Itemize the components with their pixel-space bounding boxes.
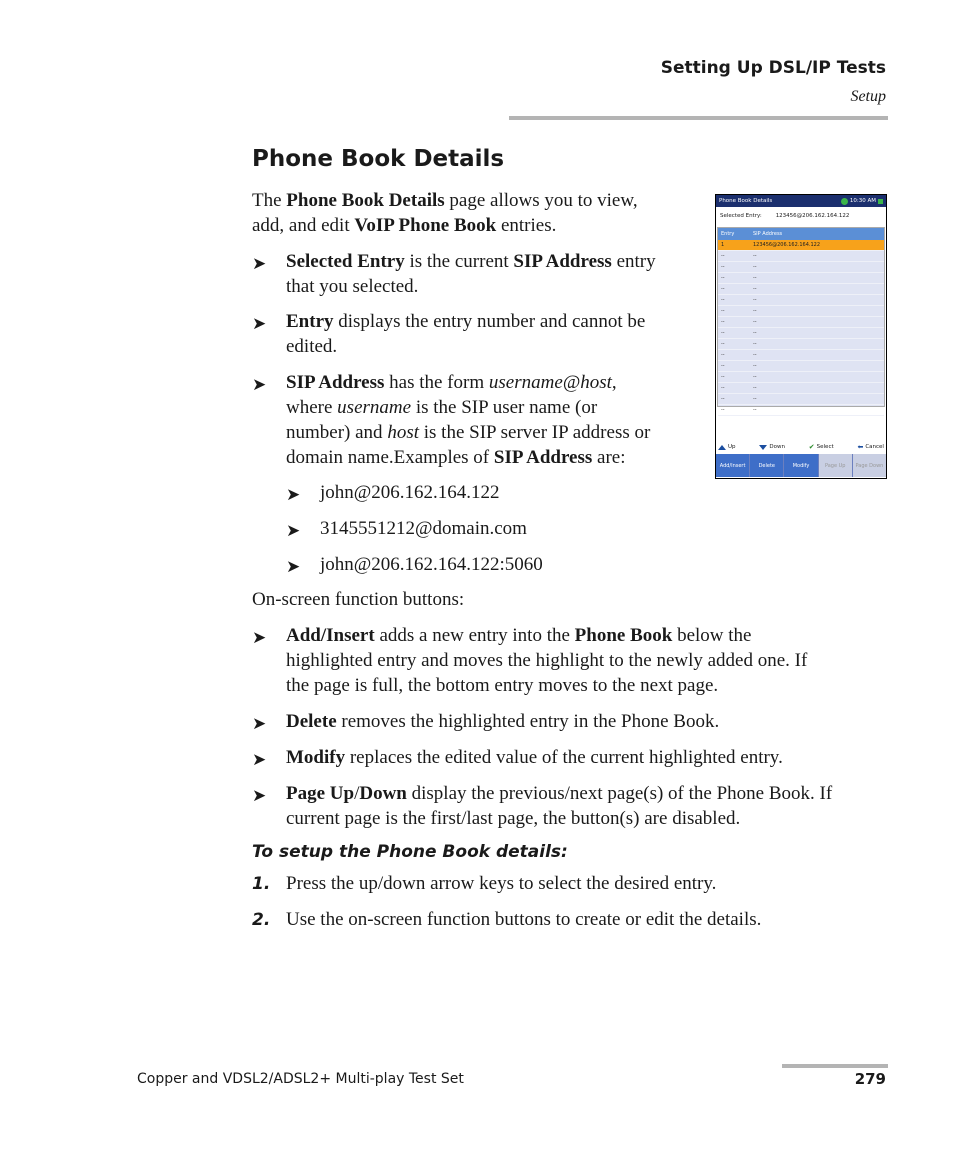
table-row[interactable] [718,383,884,394]
row-entry: 1 [721,242,725,248]
table-row[interactable] [718,328,884,339]
bullet-arrow-icon: ➤ [252,314,267,333]
row-entry: -- [721,341,725,347]
bullet-arrow-icon: ➤ [252,786,267,805]
intro-line-2: add, and edit VoIP Phone Book entries. [252,215,557,236]
table-row[interactable] [718,372,884,383]
example-2: 3145551212@domain.com [320,518,527,539]
table-row[interactable] [718,339,884,350]
row-sip-address: -- [753,396,757,402]
back-arrow-icon: ⬅ [857,443,864,451]
device-screenshot [715,194,887,479]
example-1: john@206.162.164.122 [320,482,500,503]
footer-product: Copper and VDSL2/ADSL2+ Multi-play Test Set [137,1071,464,1087]
delete-button[interactable]: Delete [750,454,783,477]
device-title: Phone Book Details [719,198,773,204]
arrow-up-icon [718,445,726,450]
step-number: 2. [252,910,271,930]
device-phone-book-table [717,227,885,413]
page-down-button[interactable]: Page Down [853,454,886,477]
row-entry: -- [721,407,725,413]
row-sip-address: -- [753,407,757,413]
row-sip-address: -- [753,275,757,281]
row-entry: -- [721,374,725,380]
intro-line-1: The Phone Book Details page allows you to view, [252,190,638,211]
device-time: 10:30 AM [849,198,876,204]
table-row[interactable] [718,394,884,405]
page-title: Phone Book Details [252,146,505,172]
bullet-arrow-icon: ➤ [252,254,267,273]
row-entry: -- [721,308,725,314]
example-3: john@206.162.164.122:5060 [320,554,543,575]
table-row[interactable] [718,251,884,262]
func-page-line-1: Page Up/Down display the previous/next page(s) of the Phone Book. If [286,783,833,804]
sub-bullet-arrow-icon: ➤ [286,485,301,504]
bullet-sip-line-4: domain name.Examples of SIP Address are: [286,447,626,468]
nav-cancel[interactable]: ⬅ Cancel [857,443,884,451]
row-entry: -- [721,385,725,391]
table-row[interactable] [718,317,884,328]
table-row[interactable] [718,273,884,284]
nav-up[interactable]: Up [718,441,736,453]
arrow-down-icon [759,445,767,450]
bullet-sip-line-1: SIP Address has the form username@host, [286,372,617,393]
footer-rule [782,1064,888,1068]
chapter-title: Setting Up DSL/IP Tests [660,58,886,78]
bullet-entry-line-1: Entry displays the entry number and cannot be [286,311,646,332]
bullet-selected-line-1: Selected Entry is the current SIP Address entry [286,251,656,272]
row-entry: -- [721,297,725,303]
step-number: 1. [252,874,271,894]
func-page-line-2: current page is the first/last page, the button(s) are disabled. [286,808,741,829]
nav-down[interactable]: Down [759,441,785,453]
row-sip-address: 123456@206.162.164.122 [753,242,821,248]
func-add-line-2: highlighted entry and moves the highlight to the newly added one. If [286,650,808,671]
device-title-bar [716,195,886,207]
device-function-buttons [716,454,886,477]
bullet-arrow-icon: ➤ [252,714,267,733]
row-sip-address: -- [753,264,757,270]
page-number: 279 [854,1070,886,1088]
table-row[interactable] [718,284,884,295]
table-row[interactable] [718,405,884,416]
functions-intro: On-screen function buttons: [252,589,465,610]
row-sip-address: -- [753,286,757,292]
modify-button[interactable]: Modify [784,454,817,477]
check-icon: ✔ [808,443,815,451]
row-entry: -- [721,319,725,325]
row-sip-address: -- [753,319,757,325]
bullet-selected-line-2: that you selected. [286,276,419,297]
func-add-line-3: the page is full, the bottom entry moves to the next page. [286,675,719,696]
row-entry: -- [721,352,725,358]
sub-bullet-arrow-icon: ➤ [286,521,301,540]
procedure-title: To setup the Phone Book details: [252,842,568,862]
row-entry: -- [721,275,725,281]
bullet-arrow-icon: ➤ [252,628,267,647]
device-nav-bar [716,441,886,453]
table-row[interactable] [718,306,884,317]
row-entry: -- [721,363,725,369]
table-row[interactable] [718,295,884,306]
row-entry: -- [721,286,725,292]
row-sip-address: -- [753,352,757,358]
step-1-text: Press the up/down arrow keys to select the desired entry. [286,873,717,894]
battery-icon [878,199,883,204]
row-sip-address: -- [753,330,757,336]
row-sip-address: -- [753,308,757,314]
row-entry: -- [721,330,725,336]
bullet-arrow-icon: ➤ [252,750,267,769]
bullet-arrow-icon: ➤ [252,375,267,394]
section-title: Setup [850,88,886,105]
row-sip-address: -- [753,341,757,347]
connection-icon [841,198,848,205]
page-up-button[interactable]: Page Up [819,454,852,477]
bullet-sip-line-2: where username is the SIP user name (or [286,397,598,418]
bullet-entry-line-2: edited. [286,336,338,357]
row-entry: -- [721,264,725,270]
row-sip-address: -- [753,374,757,380]
device-status [841,198,883,205]
row-sip-address: -- [753,297,757,303]
func-modify: Modify replaces the edited value of the current highlighted entry. [286,747,783,768]
device-selected-entry: Selected Entry: 123456@206.162.164.122 [720,213,850,219]
bullet-sip-line-3: number) and host is the SIP server IP address or [286,422,651,443]
row-sip-address: -- [753,363,757,369]
row-entry: -- [721,253,725,259]
func-add-line-1: Add/Insert adds a new entry into the Phone Book below the [286,625,752,646]
table-row[interactable] [718,350,884,361]
row-entry: -- [721,396,725,402]
table-row[interactable] [718,240,884,251]
row-sip-address: -- [753,385,757,391]
add-insert-button[interactable]: Add/Insert [716,454,749,477]
header-rule [509,116,888,120]
nav-select[interactable]: ✔ Select [808,443,834,451]
func-delete: Delete removes the highlighted entry in the Phone Book. [286,711,720,732]
sub-bullet-arrow-icon: ➤ [286,557,301,576]
step-2-text: Use the on-screen function buttons to create or edit the details. [286,909,762,930]
table-row[interactable] [718,361,884,372]
table-row[interactable] [718,262,884,273]
row-sip-address: -- [753,253,757,259]
device-table-header: Entry SIP Address [718,228,884,240]
